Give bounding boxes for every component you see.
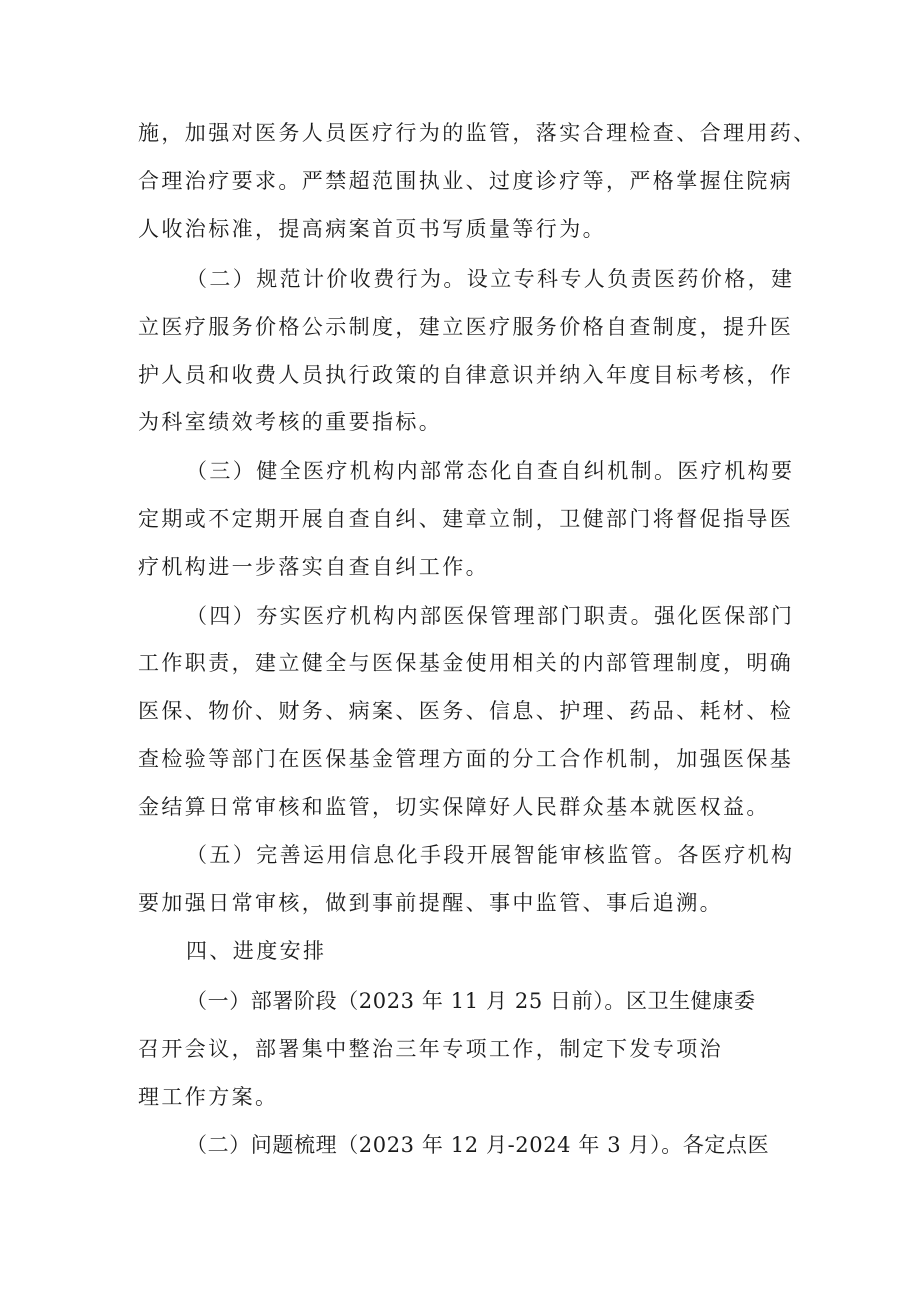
text-line: 人收治标准，提高病案首页书写质量等行为。 xyxy=(138,217,606,241)
text-line: 疗机构进一步落实自查自纠工作。 xyxy=(138,555,489,579)
text-line: 护人员和收费人员执行政策的自律意识并纳入年度目标考核，作 xyxy=(138,363,794,387)
paragraph-heading: （五）完善运用信息化手段开展智能审核监管。各医疗机构 xyxy=(186,843,795,867)
text-line: 立医疗服务价格公示制度，建立医疗服务价格自查制度，提升医 xyxy=(138,315,794,339)
section-heading: 四、进度安排 xyxy=(186,939,327,963)
text-line: 查检验等部门在医保基金管理方面的分工合作机制，加强医保基 xyxy=(138,747,794,771)
text-line: 金结算日常审核和监管，切实保障好人民群众基本就医权益。 xyxy=(138,795,770,819)
text-line: 要加强日常审核，做到事前提醒、事中监管、事后追溯。 xyxy=(138,891,723,915)
paragraph-heading: （四）夯实医疗机构内部医保管理部门职责。强化医保部门 xyxy=(186,604,795,628)
text-line: 召开会议，部署集中整治三年专项工作，制定下发专项治 xyxy=(138,1037,723,1061)
paragraph-heading: （三）健全医疗机构内部常态化自查自纠机制。医疗机构要 xyxy=(186,459,795,483)
text-line: 医保、物价、财务、病案、医务、信息、护理、药品、耗材、检 xyxy=(138,699,794,723)
text-line: 为科室绩效考核的重要指标。 xyxy=(138,410,443,434)
text-line: 工作职责，建立健全与医保基金使用相关的内部管理制度，明确 xyxy=(138,651,794,675)
text-line: 施，加强对医务人员医疗行为的监管，落实合理检查、合理用药、 xyxy=(138,121,817,145)
paragraph-heading: （二）规范计价收费行为。设立专科专人负责医药价格，建 xyxy=(186,267,795,291)
paragraph-heading: （一）部署阶段（2023 年 11 月 25 日前）。区卫生健康委 xyxy=(186,989,756,1013)
text-line: 定期或不定期开展自查自纠、建章立制，卫健部门将督促指导医 xyxy=(138,507,794,531)
text-line: 合理治疗要求。严禁超范围执业、过度诊疗等，严格掌握住院病 xyxy=(138,169,794,193)
paragraph-heading: （二）问题梳理（2023 年 12 月-2024 年 3 月）。各定点医 xyxy=(186,1133,770,1157)
text-line: 理工作方案。 xyxy=(138,1085,279,1109)
